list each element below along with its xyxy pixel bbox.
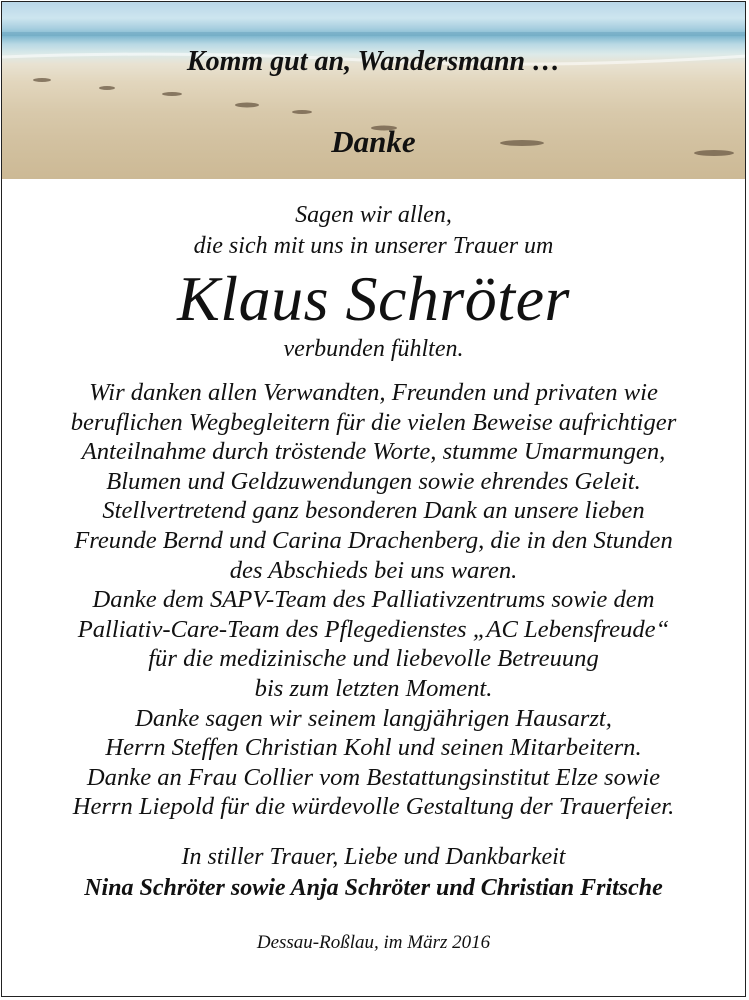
body-line: bis zum letzten Moment.	[254, 674, 493, 702]
banner-thanks: Danke	[331, 124, 416, 159]
obituary-card	[1, 1, 746, 997]
body-line: für die medizinische und liebevolle Betreuung	[148, 645, 599, 673]
body-line: Anteilnahme durch tröstende Worte, stumme Umarmungen,	[81, 438, 666, 466]
body-line: des Abschieds bei uns waren.	[229, 556, 518, 584]
body-line: Danke an Frau Collier vom Bestattungsinstitut Elze sowie	[86, 763, 661, 791]
body-line: Blumen und Geldzuwendungen sowie ehrendes Geleit.	[106, 467, 641, 495]
body-line: Stellvertretend ganz besonderen Dank an unsere lieben	[102, 497, 645, 525]
body-line: Danke dem SAPV-Team des Palliativzentrums sowie dem	[92, 586, 655, 614]
body-line: Herrn Liepold für die würdevolle Gestaltung der Trauerfeier.	[72, 793, 675, 821]
obituary-text	[2, 200, 745, 955]
intro-line: die sich mit uns in unserer Trauer um	[193, 233, 554, 259]
body-line: Palliativ-Care-Team des Pflegedienstes „AC Lebensfreude“	[77, 615, 670, 643]
beach-banner	[2, 2, 745, 179]
place-date: Dessau-Roßlau, im März 2016	[256, 931, 491, 953]
body-line: Herrn Steffen Christian Kohl und seinen Mitarbeitern.	[105, 734, 642, 762]
body-line: beruflichen Wegbegleitern für die vielen Beweise aufrichtiger	[70, 408, 677, 436]
deceased-name: Klaus Schröter	[177, 263, 570, 334]
intro-line: Sagen wir allen,	[295, 202, 452, 228]
body-line: Wir danken allen Verwandten, Freunden und privaten wie	[89, 379, 658, 406]
body-line: Freunde Bernd und Carina Drachenberg, die in den Stunden	[74, 526, 673, 554]
body-line: Danke sagen wir seinem langjährigen Hausarzt,	[135, 704, 612, 732]
signers: Nina Schröter sowie Anja Schröter und Christian Fritsche	[84, 874, 663, 901]
intro	[2, 200, 745, 262]
thanks-paragraph	[2, 378, 745, 822]
banner-motto: Komm gut an, Wandersmann …	[186, 46, 561, 77]
verbunden-line: verbunden fühlten.	[283, 336, 464, 362]
closing-line: In stiller Trauer, Liebe und Dankbarkeit	[181, 843, 566, 870]
